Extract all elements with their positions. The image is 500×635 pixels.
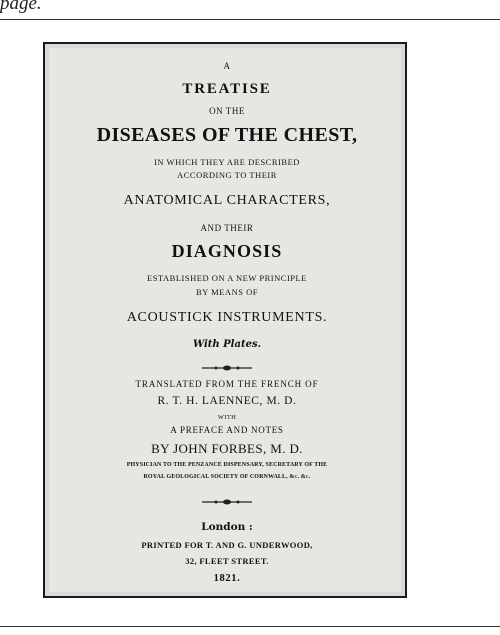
on-the-line: ON THE — [209, 106, 245, 116]
ornament-divider-bottom — [202, 498, 252, 506]
anatomical-characters: ANATOMICAL CHARACTERS, — [123, 193, 331, 208]
diagnosis-heading: DIAGNOSIS — [171, 241, 283, 261]
title-page-plate — [43, 42, 407, 598]
top-rule — [0, 19, 500, 20]
described-line-2: ACCORDING TO THEIR — [177, 170, 277, 180]
established-line-2: BY MEANS OF — [196, 287, 258, 297]
with-line: WITH — [217, 414, 237, 421]
year-line: 1821. — [213, 573, 241, 584]
bottom-rule — [0, 626, 500, 627]
and-their-line: AND THEIR — [200, 223, 254, 233]
translator-position-2: ROYAL GEOLOGICAL SOCIETY OF CORNWALL, &c. &c. — [143, 474, 311, 480]
preface-line: A PREFACE AND NOTES — [170, 425, 284, 435]
plates-line: With Plates. — [192, 339, 262, 350]
treatise-heading: TREATISE — [182, 81, 272, 97]
address-line: 32, FLEET STREET. — [185, 556, 269, 566]
ornament-divider-top — [202, 364, 252, 372]
acoustick-instruments: ACOUSTICK INSTRUMENTS. — [126, 310, 328, 325]
translator-position-1: PHYSICIAN TO THE PENZANCE DISPENSARY, SECRETARY OF THE — [126, 462, 328, 468]
article-a: A — [223, 61, 231, 71]
translated-line: TRANSLATED FROM THE FRENCH OF — [135, 379, 319, 389]
main-title: DISEASES OF THE CHEST, — [96, 124, 358, 146]
described-line-1: IN WHICH THEY ARE DESCRIBED — [154, 157, 300, 167]
established-line-1: ESTABLISHED ON A NEW PRINCIPLE — [147, 273, 307, 283]
author-line: R. T. H. LAENNEC, M. D. — [157, 395, 297, 407]
title-page — [49, 48, 401, 592]
translator-line: BY JOHN FORBES, M. D. — [151, 441, 303, 456]
city-line: London : — [201, 521, 253, 533]
page-caption: page. — [0, 0, 42, 14]
printer-line: PRINTED FOR T. AND G. UNDERWOOD, — [141, 540, 313, 550]
